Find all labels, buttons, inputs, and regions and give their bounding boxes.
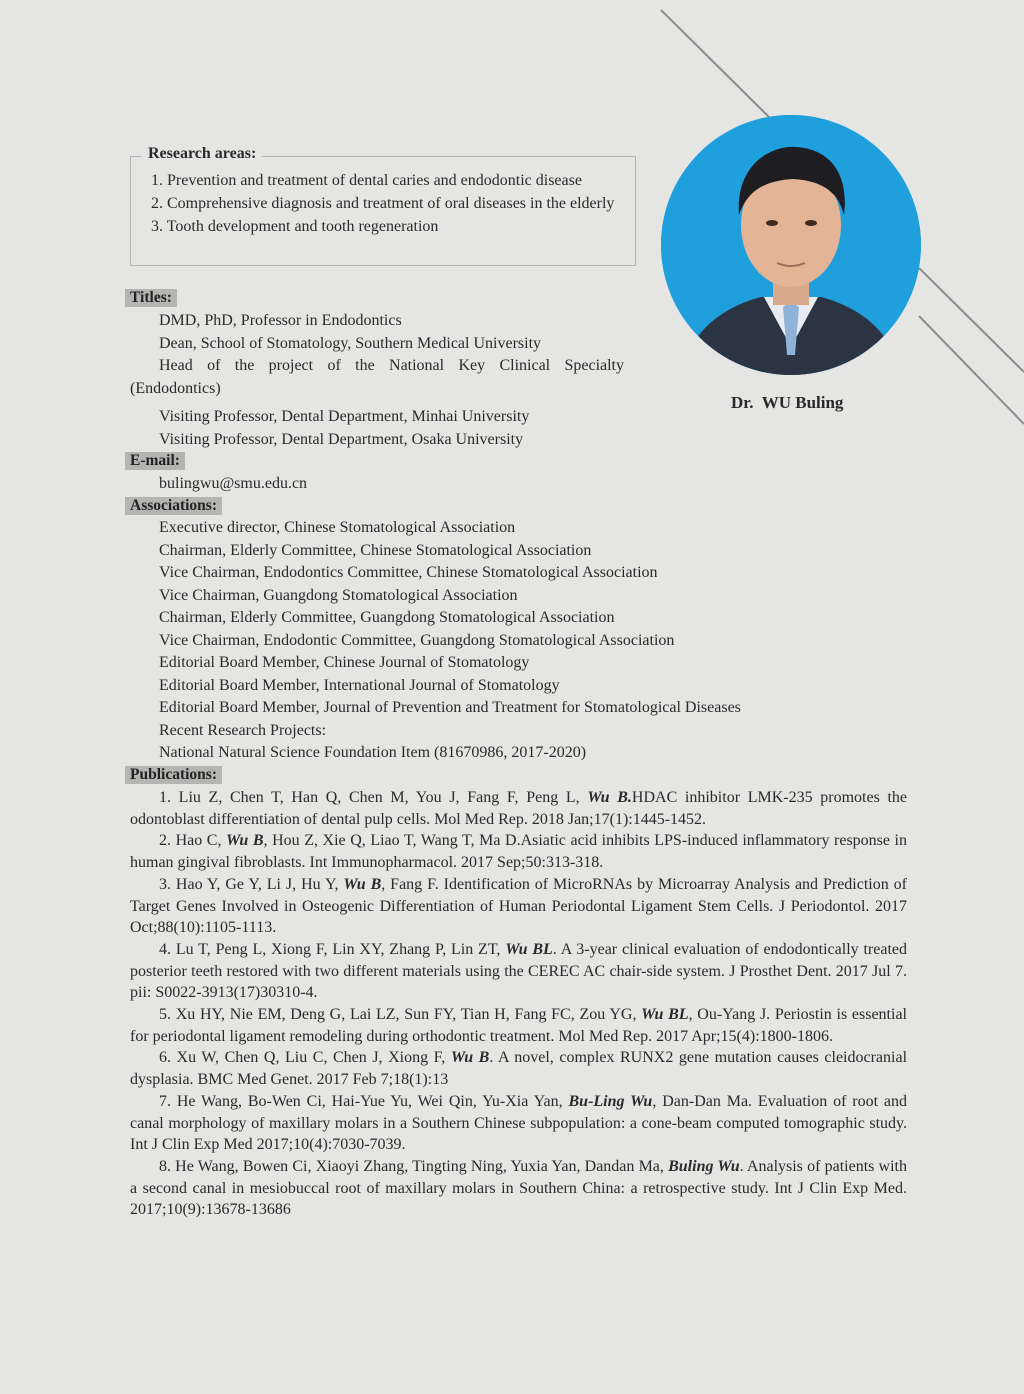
association-line: Vice Chairman, Endodontics Committee, Chinese Stomatological Association <box>159 564 658 581</box>
publication-item: 4. Lu T, Peng L, Xiong F, Lin XY, Zhang P, Lin ZT, Wu BL. A 3-year clinical evaluation of endodontically treated posterior teeth restored with two different materials using the CEREC AC chair-side system. J Prosthet Dent. 2017 Jul 7. pii: S0022-3913(17)30310-4. <box>130 940 908 1002</box>
email-heading: E-mail: <box>125 452 185 470</box>
email-block <box>130 473 307 496</box>
title-line: Dean, School of Stomatology, Southern Medical University <box>159 334 542 352</box>
email-address: bulingwu@smu.edu.cn <box>159 475 308 492</box>
profile-name-caption: Dr. WU Buling <box>731 393 844 412</box>
association-line: Chairman, Elderly Committee, Chinese Stomatological Association <box>159 541 592 559</box>
publications-heading: Publications: <box>125 766 222 784</box>
highlighted-author: Wu B <box>226 832 264 850</box>
association-line: National Natural Science Foundation Item (81670986, 2017-2020) <box>159 744 587 761</box>
publication-item: 1. Liu Z, Chen T, Han Q, Chen M, You J, Fang F, Peng L, Wu B.HDAC inhibitor LMK-235 promotes the odontoblast differentiation of dental pulp cells. Mol Med Rep. 2018 Jan;17(1):1445-1452. <box>130 789 908 828</box>
publication-item: 7. He Wang, Bo-Wen Ci, Hai-Yue Yu, Wei Qin, Yu-Xia Yan, Bu-Ling Wu, Dan-Dan Ma. Evaluation of root and canal morphology of maxillary molars in a Southern Chinese subpopulation: a cone-beam computed tomographic study. Int J Clin Exp Med 2017;10(4):7030-7039. <box>130 1092 908 1154</box>
highlighted-author: Bu-Ling Wu <box>568 1092 653 1110</box>
publication-item: 6. Xu W, Chen Q, Liu C, Chen J, Xiong F, Wu B. A novel, complex RUNX2 gene mutation causes cleidocranial dysplasia. BMC Med Genet. 2017 Feb 7;18(1):13 <box>130 1049 908 1089</box>
portrait-photo <box>661 115 921 375</box>
titles-heading: Titles: <box>125 289 177 307</box>
highlighted-author: Wu B <box>450 1049 490 1067</box>
association-line: Editorial Board Member, Journal of Prevention and Treatment for Stomatological Diseases <box>159 699 741 716</box>
highlighted-author: Wu BL <box>505 940 553 958</box>
publication-item: 3. Hao Y, Ge Y, Li J, Hu Y, Wu B, Fang F. Identification of MicroRNAs by Microarray Analysis and Prediction of Target Genes Involved in Osteogenic Differentiation of Human Periodontal Ligament Stem Cells. J Periodontol. 2017 Oct;88(10):1105-1113. <box>130 875 908 937</box>
association-line: Editorial Board Member, International Journal of Stomatology <box>159 676 560 694</box>
research-item: 3. Tooth development and tooth regeneration <box>151 218 439 235</box>
association-line: Executive director, Chinese Stomatological Association <box>159 519 516 536</box>
title-line: Visiting Professor, Dental Department, Minhai University <box>159 408 530 425</box>
publication-item: 5. Xu HY, Nie EM, Deng G, Lai LZ, Sun FY, Tian H, Fang FC, Zou YG, Wu BL, Ou-Yang J. Periostin is essential for periodontal ligament remodeling during orthodontic treatment. Mol Med Rep. 2017 Apr;15(4):1800-1806. <box>130 1006 907 1045</box>
associations-list <box>130 517 741 765</box>
publication-item: 2. Hao C, Wu B, Hou Z, Xie Q, Liao T, Wang T, Ma D.Asiatic acid inhibits LPS-induced inflammatory response in human gingival fibroblasts. Int Immunopharmacol. 2017 Sep;50:313-318. <box>130 832 908 872</box>
title-line: DMD, PhD, Professor in Endodontics <box>159 312 402 329</box>
publications-list <box>130 787 907 1221</box>
titles-list <box>130 310 624 451</box>
research-item: 1. Prevention and treatment of dental caries and endodontic disease <box>151 172 582 189</box>
title-line: (Endodontics) <box>130 379 221 397</box>
association-line: Editorial Board Member, Chinese Journal of Stomatology <box>159 654 530 671</box>
publication-item: 8. He Wang, Bowen Ci, Xiaoyi Zhang, Tingting Ning, Yuxia Yan, Dandan Ma, Buling Wu. Analysis of patients with a second canal in mesiobuccal root of maxillary molars in Southern China: a retrospective study. Int J Clin Exp Med. 2017;10(9):13678-13686 <box>130 1157 908 1219</box>
associations-heading: Associations: <box>125 497 222 515</box>
research-item: 2. Comprehensive diagnosis and treatment of oral diseases in the elderly <box>151 195 615 212</box>
highlighted-author: Wu B <box>343 875 382 893</box>
title-line: Head of the project of the National Key Clinical Specialty <box>159 357 624 374</box>
association-line: Vice Chairman, Guangdong Stomatological Association <box>159 586 518 604</box>
highlighted-author: Wu B. <box>587 789 632 806</box>
research-areas-list <box>151 169 636 238</box>
research-areas-heading: Research areas: <box>142 144 262 164</box>
highlighted-author: Wu BL <box>641 1006 689 1024</box>
association-line: Vice Chairman, Endodontic Committee, Guangdong Stomatological Association <box>159 631 675 649</box>
highlighted-author: Buling Wu <box>668 1157 740 1175</box>
portrait-illustration <box>661 115 921 375</box>
title-line: Visiting Professor, Dental Department, Osaka University <box>159 430 524 448</box>
association-line: Recent Research Projects: <box>159 721 327 739</box>
association-line: Chairman, Elderly Committee, Guangdong Stomatological Association <box>159 609 615 626</box>
